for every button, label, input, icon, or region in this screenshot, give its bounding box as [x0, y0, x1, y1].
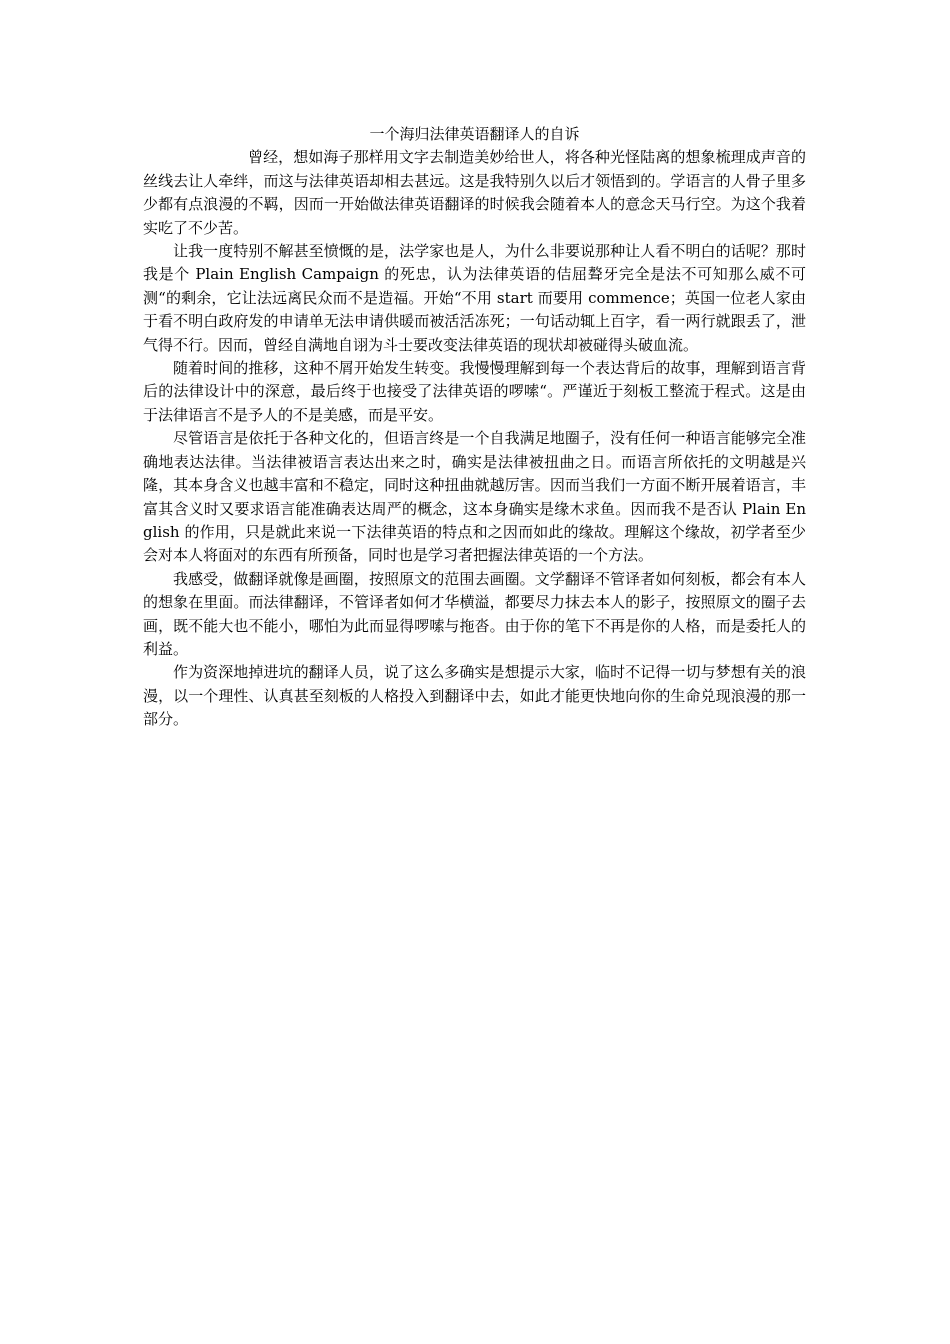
paragraph-3: 随着时间的推移，这种不屑开始发生转变。我慢慢理解到每一个表达背后的故事，理解到语言背后的法律设计中的深意，最后终于也接受了法律英语的啰嗦“。严谨近于刻板工整流于程式。这是由于法律语言不是予人的不是美感，而是平安。 — [143, 359, 806, 424]
paragraph-4: 尽管语言是依托于各种文化的，但语言终是一个自我满足地圈子，没有任何一种语言能够完全准确地表达法律。当法律被语言表达出来之时，确实是法律被扭曲之日。而语言所依托的文明越是兴隆，其本身含义也越丰富和不稳定，同时这种扭曲就越厉害。因而当我们一方面不断开展着语言，丰富其含义时又要求语言能准确表达周严的概念，这本身确实是缘木求鱼。因而我不是否认 Plain English 的作用，只是就此来说一下法律英语的特点和之因而如此的缘故。理解这个缘故，初学者至少会对本人将面对的东西有所预备，同时也是学习者把握法律英语的一个方法。 — [143, 429, 806, 565]
paragraph-1: 曾经，想如海子那样用文字去制造美妙给世人，将各种光怪陆离的想象梳理成声音的丝线去让人牵绊，而这与法律英语却相去甚远。这是我特别久以后才领悟到的。学语言的人骨子里多少都有点浪漫的不羁，因而一开始做法律英语翻译的时候我会随着本人的意念天马行空。为这个我着实吃了不少苦。 — [143, 148, 806, 237]
paragraph-6: 作为资深地掉进坑的翻译人员，说了这么多确实是想提示大家，临时不记得一切与梦想有关的浪漫，以一个理性、认真甚至刻板的人格投入到翻译中去，如此才能更快地向你的生命兑现浪漫的那一部分。 — [143, 663, 806, 729]
document-title: 一个海归法律英语翻译人的自诉 — [369, 125, 580, 143]
paragraph-5: 我感受，做翻译就像是画圈，按照原文的范围去画圈。文学翻译不管译者如何刻板，都会有本人的想象在里面。而法律翻译，不管译者如何才华横溢，都要尽力抹去本人的影子，按照原文的圈子去画，既不能大也不能小，哪怕为此而显得啰嗦与拖沓。由于你的笔下不再是你的人格，而是委托人的利益。 — [143, 569, 806, 658]
paragraph-2: 让我一度特别不解甚至愤慨的是，法学家也是人，为什么非要说那种让人看不明白的话呢？那时我是个 Plain English Campaign 的死忠，认为法律英语的佶屈聱牙完全是法不可知那么威不可测“的剩余，它让法远离民众而不是造福。开始“不用 start 而要用 commence；英国一位老人家由于看不明白政府发的申请单无法申请供暖而被活活冻死；一句话动辄上百字，看一两行就跟丢了，泄气得不行。因而，曾经自满地自诩为斗士要改变法律英语的现状却被碰得头破血流。 — [143, 242, 806, 354]
document-body — [143, 123, 806, 732]
